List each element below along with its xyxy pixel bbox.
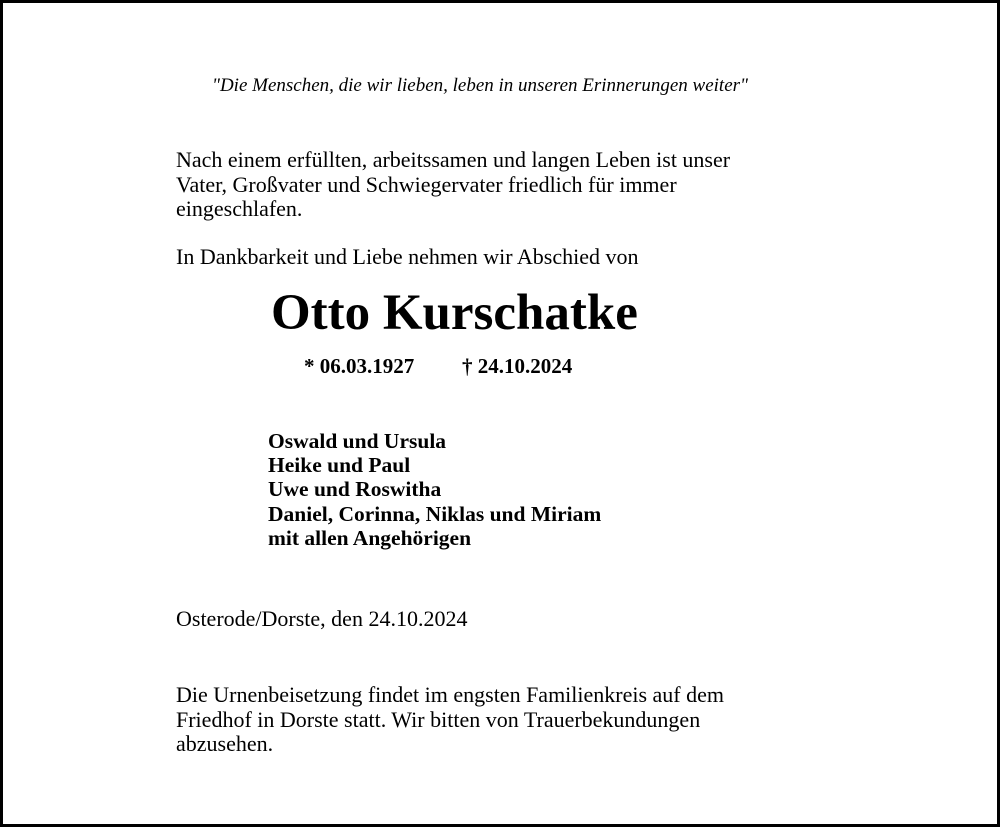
intro-line: Vater, Großvater und Schwiegervater friedlich für immer [176, 171, 677, 197]
mourner-line: Oswald und Ursula [268, 429, 447, 453]
mourner-line: Uwe und Roswitha [268, 477, 442, 502]
mourners-list [268, 429, 601, 550]
intro-line: Nach einem erfüllten, arbeitssamen und langen Leben ist unser [176, 147, 731, 172]
mourner-line: mit allen Angehörigen [268, 525, 472, 550]
intro-paragraph [176, 148, 783, 222]
notice-line: Die Urnenbeisetzung findet im engsten Familienkreis auf dem [176, 682, 725, 707]
death-date: † 24.10.2024 [462, 354, 573, 378]
notice-line: Friedhof in Dorste statt. Wir bitten von Trauerbekundungen [176, 706, 701, 732]
mourner-line: Daniel, Corinna, Niklas und Miriam [268, 501, 602, 526]
deceased-name: Otto Kurschatke [271, 285, 638, 341]
birth-date: * 06.03.1927 [304, 354, 415, 378]
farewell-line: In Dankbarkeit und Liebe nehmen wir Abschied von [176, 244, 639, 269]
place-and-date: Osterode/Dorste, den 24.10.2024 [176, 606, 468, 631]
memorial-quote: "Die Menschen, die wir lieben, leben in unseren Erinnerungen weiter" [211, 75, 749, 96]
burial-notice [176, 683, 816, 757]
intro-line: eingeschlafen. [176, 196, 303, 221]
mourner-line: Heike und Paul [268, 453, 411, 478]
notice-line: abzusehen. [176, 731, 274, 756]
